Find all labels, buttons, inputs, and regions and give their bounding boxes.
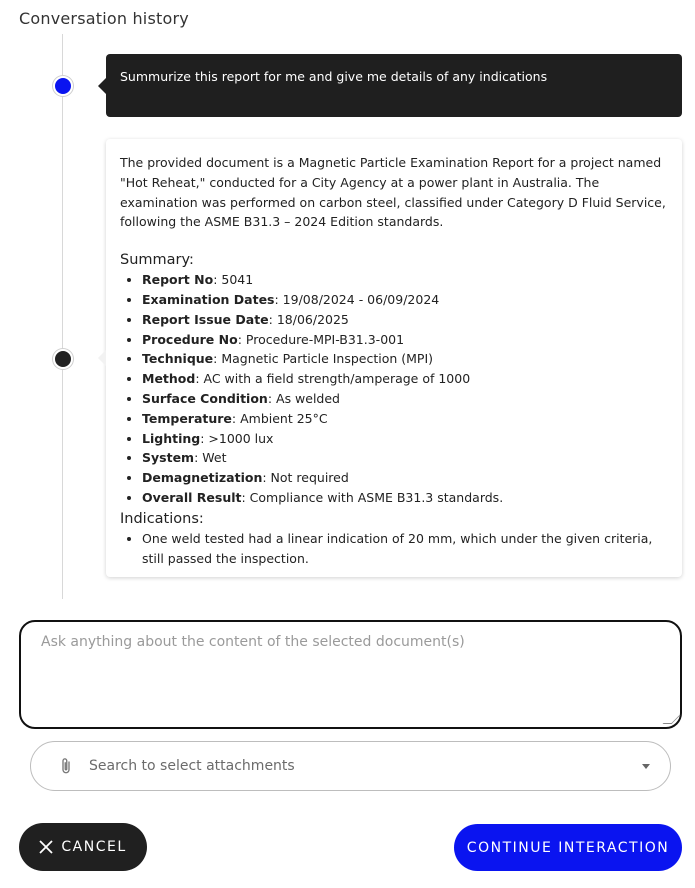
conversation-history-title: Conversation history — [19, 9, 189, 28]
continue-button-label: CONTINUE INTERACTION — [466, 839, 670, 856]
list-item: • System: Wet — [142, 448, 668, 468]
assistant-intro-text: The provided document is a Magnetic Particle Examination Report for a project named "Hot Reheat," conducted for a City Agency at a power plant in Australia. The examination was performed on carbon steel, classified under Category D Fluid Service, following the ASME B31.3 – 2024 Edition standards. — [120, 155, 666, 230]
caret-down-icon[interactable] — [642, 764, 650, 769]
user-message-text: Summurize this report for me and give me details of any indications — [120, 69, 548, 84]
list-item: • Surface Condition: As welded — [142, 389, 668, 409]
assistant-message-marker — [53, 349, 73, 369]
cancel-button-label: CANCEL — [61, 839, 127, 855]
list-item: • Examination Dates: 19/08/2024 - 06/09/2024 — [142, 290, 668, 310]
resize-handle-icon[interactable] — [663, 715, 681, 724]
indications-list — [120, 529, 668, 569]
list-item: • One weld tested had a linear indication of 20 mm, which under the given criteria, still passed the inspection. — [142, 529, 668, 569]
list-item: • Overall Result: Compliance with ASME B31.3 standards. — [142, 488, 668, 508]
list-item: • Procedure No: Procedure-MPI-B31.3-001 — [142, 330, 668, 350]
list-item: • Method: AC with a field strength/amperage of 1000 — [142, 369, 668, 389]
attachments-placeholder: Search to select attachments — [89, 758, 295, 774]
attachments-select[interactable] — [30, 741, 671, 791]
list-item: • Lighting: >1000 lux — [142, 429, 668, 449]
summary-heading: Summary: — [120, 252, 194, 269]
list-item: • Demagnetization: Not required — [142, 468, 668, 488]
prompt-input[interactable] — [19, 620, 682, 729]
summary-list — [120, 270, 668, 508]
list-item: • Technique: Magnetic Particle Inspection (MPI) — [142, 349, 668, 369]
prompt-placeholder: Ask anything about the content of the selected document(s) — [41, 634, 465, 650]
list-item: • Temperature: Ambient 25°C — [142, 409, 668, 429]
indications-heading: Indications: — [120, 510, 204, 527]
cancel-button[interactable] — [19, 823, 147, 871]
assistant-message-bubble — [106, 139, 682, 577]
continue-interaction-button[interactable] — [454, 824, 682, 871]
user-message-marker — [53, 76, 73, 96]
list-item: • Report Issue Date: 18/06/2025 — [142, 310, 668, 330]
close-icon — [39, 840, 53, 854]
user-message-bubble — [106, 54, 682, 117]
list-item: • Report No: 5041 — [142, 270, 668, 290]
timeline-line — [62, 34, 63, 599]
paperclip-icon — [57, 756, 75, 776]
